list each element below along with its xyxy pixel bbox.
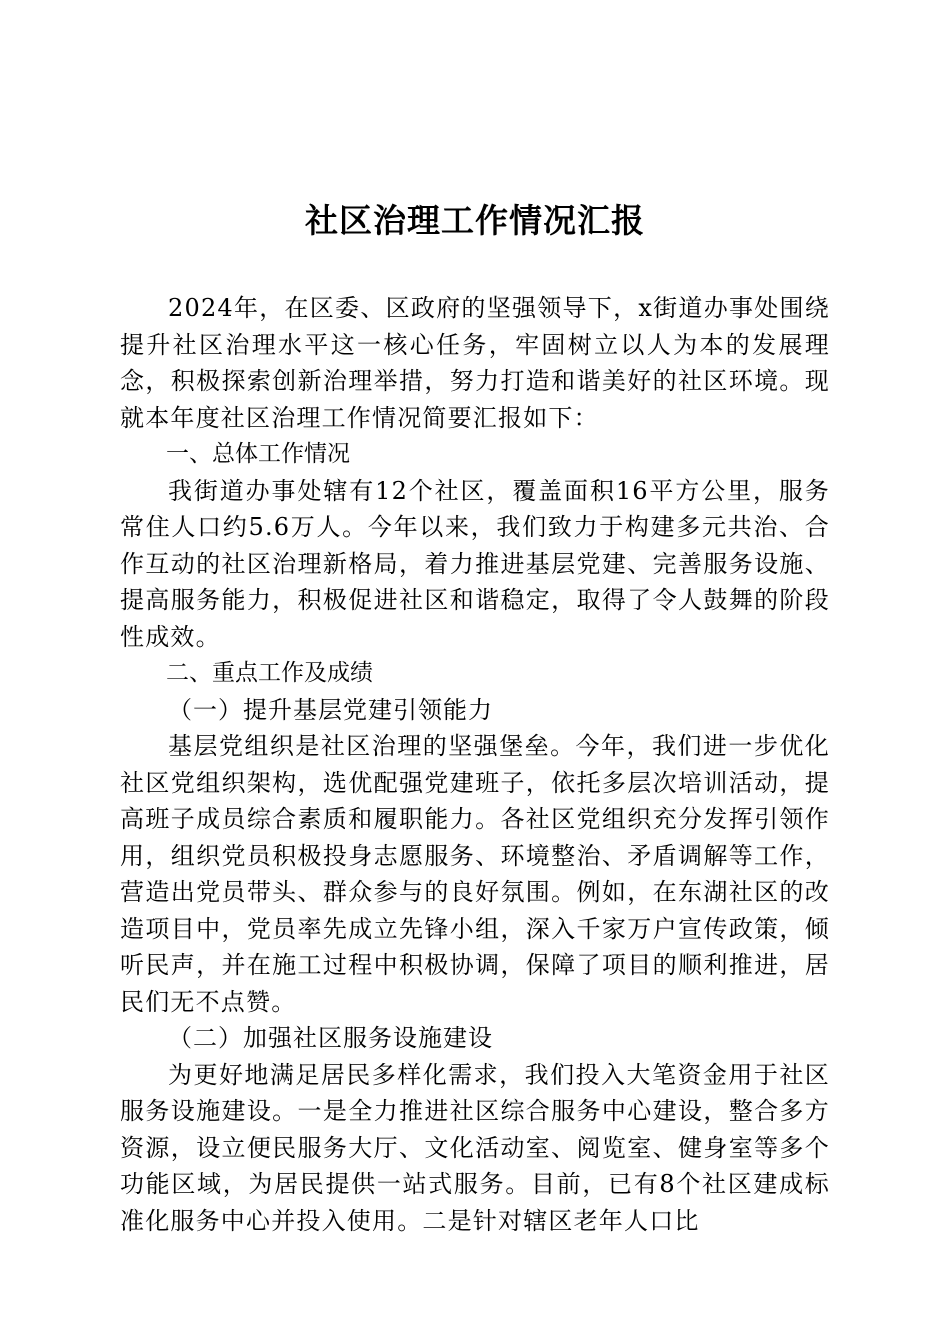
party-building-paragraph: 基层党组织是社区治理的坚强堡垒。今年，我们进一步优化社区党组织架构，选优配强党建班子，依托多层次培训活动，提高班子成员综合素质和履职能力。各社区党组织充分发挥引领作用，组织党员积极投身志愿服务、环境整治、矛盾调解等工作，营造出党员带头、群众参与的良好氛围。例如，在东湖社区的改造项目中，党员率先成立先锋小组，深入千家万户宣传政策，倾听民声，并在施工过程中积极协调，保障了项目的顺利推进，居民们无不点赞。 (120, 732, 830, 1016)
section-heading-overview: 一、总体工作情况 (166, 441, 350, 467)
intro-paragraph: 2024年，在区委、区政府的坚强领导下，x街道办事处围绕提升社区治理水平这一核心任务，牢固树立以人为本的发展理念，积极探索创新治理举措，努力打造和谐美好的社区环境。现就本年度社区治理工作情况简要汇报如下： (120, 294, 830, 432)
document-body (120, 290, 830, 1239)
service-facilities-paragraph: 为更好地满足居民多样化需求，我们投入大笔资金用于社区服务设施建设。一是全力推进社区综合服务中心建设，整合多方资源，设立便民服务大厅、文化活动室、阅览室、健身室等多个功能区域，为居民提供一站式服务。目前，已有8个社区建成标准化服务中心并投入使用。二是针对辖区老年人口比 (120, 1060, 830, 1235)
subsection-heading-service-facilities: （二）加强社区服务设施建设 (168, 1024, 493, 1052)
document-page (120, 0, 830, 1344)
subsection-heading-party-building: （一）提升基层党建引领能力 (168, 695, 493, 724)
document-title: 社区治理工作情况汇报 (305, 201, 645, 240)
overview-paragraph: 我街道办事处辖有12个社区，覆盖面积16平方公里，服务常住人口约5.6万人。今年以来，我们致力于构建多元共治、合作互动的社区治理新格局，着力推进基层党建、完善服务设施、提高服务能力，积极促进社区和谐稳定，取得了令人鼓舞的阶段性成效。 (120, 476, 830, 651)
section-heading-key-work: 二、重点工作及成绩 (166, 660, 373, 686)
